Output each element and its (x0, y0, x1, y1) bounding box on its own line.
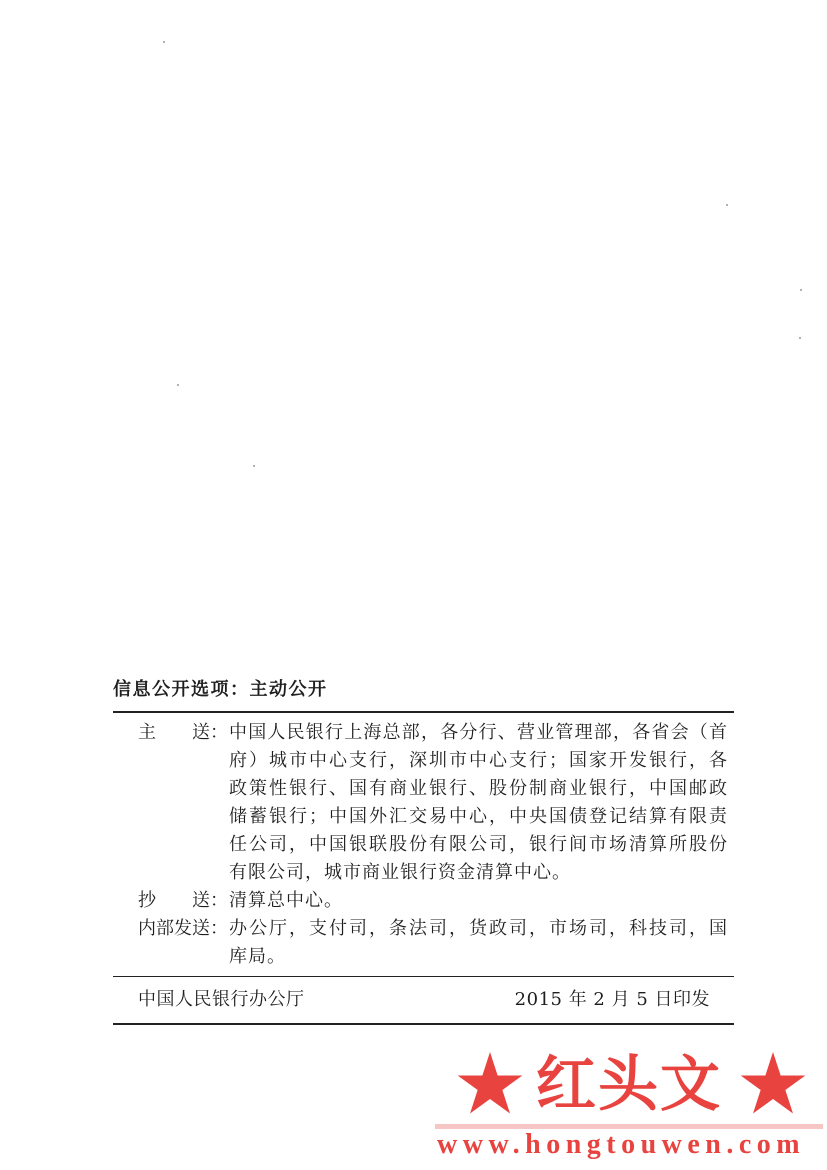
recipient-label: 内部发送： (138, 918, 228, 939)
recipient-group-main (138, 719, 728, 887)
star-icon (455, 1051, 525, 1115)
bottom-rule (113, 1023, 734, 1025)
recipient-text (229, 915, 728, 971)
scan-speck (726, 204, 728, 206)
recipient-line: 储蓄银行；中国外汇交易中心，中央国债登记结算有限责 (229, 806, 728, 827)
recipient-line: 府）城市中心支行，深圳市中心支行；国家开发银行，各 (229, 750, 728, 771)
recipient-line: 办公厅，支付司，条法司，货政司，市场司，科技司，国 (229, 918, 728, 939)
middle-rule (113, 976, 734, 977)
disclosure-option: 信息公开选项：主动公开 (113, 679, 328, 700)
issue-date: 2015 年 2 月 5 日印发 (514, 989, 710, 1010)
recipient-line: 清算总中心。 (229, 890, 343, 911)
recipient-text (229, 887, 728, 915)
recipient-line: 政策性银行、国有商业银行、股份制商业银行，中国邮政 (229, 778, 728, 799)
scan-speck (799, 337, 801, 339)
star-icon (738, 1051, 808, 1115)
watermark-url: www.hongtouwen.com (437, 1129, 806, 1160)
recipient-line: 中国人民银行上海总部，各分行、营业管理部，各省会（首 (229, 722, 728, 743)
recipient-line: 任公司，中国银联股份有限公司，银行间市场清算所股份 (229, 834, 728, 855)
scan-speck (163, 41, 165, 43)
recipient-line: 有限公司，城市商业银行资金清算中心。 (229, 862, 571, 883)
distribution-list (138, 719, 728, 971)
recipient-label: 抄 送： (138, 890, 228, 911)
recipient-line: 库局。 (229, 946, 286, 967)
scan-speck (253, 465, 255, 467)
scan-speck (177, 384, 179, 386)
recipient-label: 主 送： (138, 722, 228, 743)
recipient-group-internal (138, 915, 728, 971)
watermark-title: 红头文 (536, 1050, 722, 1120)
top-rule (113, 711, 734, 713)
issuing-office: 中国人民银行办公厅 (138, 989, 305, 1010)
recipient-group-cc (138, 887, 728, 915)
recipient-text (229, 719, 728, 887)
scan-speck (800, 289, 802, 291)
